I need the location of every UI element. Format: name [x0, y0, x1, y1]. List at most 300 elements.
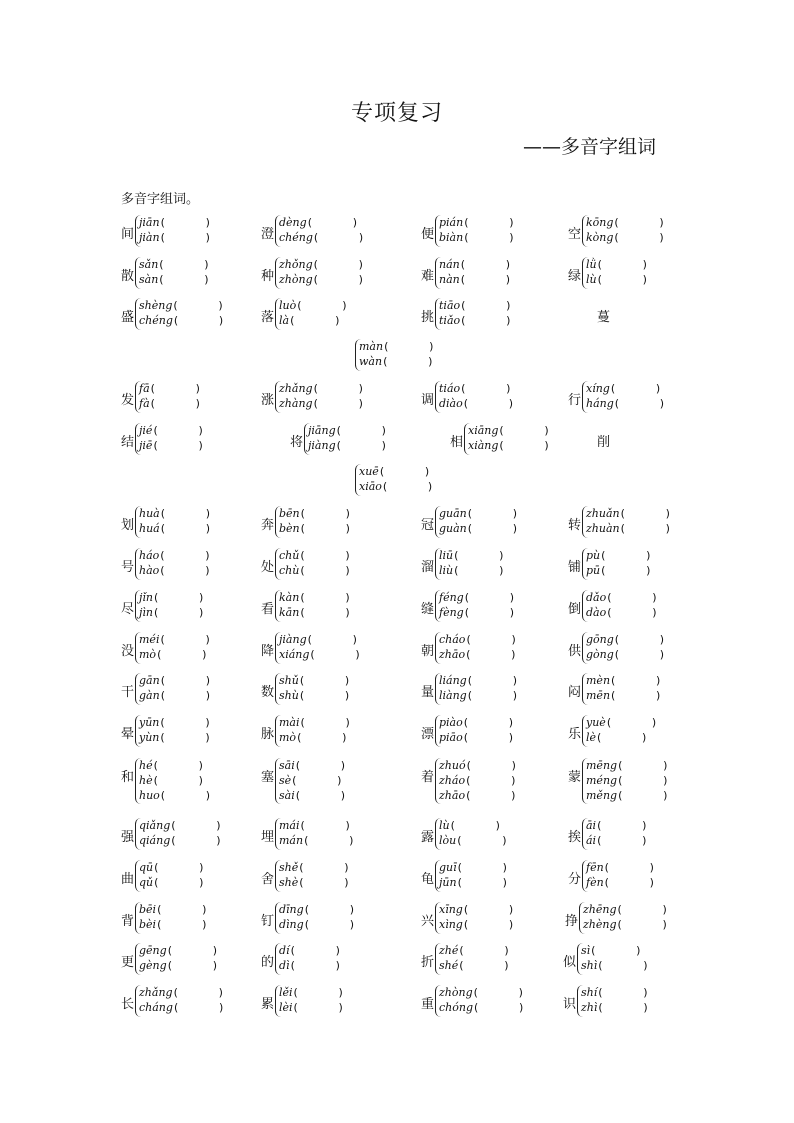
- answer-blank-close: ): [642, 819, 647, 832]
- answer-blank-close: ): [502, 861, 507, 874]
- answer-blank-open: (: [459, 959, 464, 972]
- answer-blank-close: ): [511, 648, 516, 661]
- answer-blank-open: (: [153, 774, 158, 787]
- answer-blank-close: ): [646, 549, 651, 562]
- pinyin-reading: xiáng: [279, 648, 310, 661]
- polyphone-character: 干: [121, 685, 135, 700]
- pinyin-reading: nàn: [439, 273, 460, 286]
- pinyin-reading: gān: [139, 674, 160, 687]
- answer-blank-close: ): [659, 648, 665, 661]
- answer-blank-close: ): [342, 299, 347, 312]
- answer-blank-close: ): [656, 674, 661, 687]
- pinyin-reading: diào: [439, 397, 463, 410]
- pinyin-reading: méng: [586, 774, 618, 787]
- answer-blank-open: (: [617, 903, 622, 916]
- answer-blank-open: (: [160, 564, 165, 577]
- answer-blank-open: (: [310, 648, 315, 661]
- polyphone-character: 挑: [421, 310, 435, 325]
- answer-blank-close: ): [218, 1001, 224, 1014]
- answer-blank-open: (: [297, 731, 302, 744]
- answer-blank-close: ): [512, 689, 518, 702]
- pinyin-reading: mò: [279, 731, 297, 744]
- pinyin-reading: jiē: [139, 439, 153, 452]
- answer-blank-open: (: [598, 1001, 603, 1014]
- answer-blank-open: (: [159, 273, 164, 286]
- answer-blank-close: ): [338, 986, 343, 999]
- answer-blank-open: (: [450, 819, 455, 832]
- polyphone-character: 龟: [421, 872, 435, 887]
- pinyin-reading: cháo: [439, 633, 466, 646]
- pinyin-reading: shì: [581, 959, 598, 972]
- answer-blank-close: ): [424, 465, 430, 478]
- answer-blank-open: (: [606, 716, 612, 729]
- pinyin-reading: dǎo: [586, 591, 607, 604]
- answer-blank-open: (: [307, 216, 312, 229]
- answer-blank-open: (: [160, 674, 165, 687]
- polyphone-character: 蔓: [597, 310, 611, 325]
- pinyin-reading: shě: [279, 861, 299, 874]
- answer-blank-open: (: [336, 424, 341, 437]
- polyphone-character: 溜: [421, 560, 435, 575]
- page-subtitle: ——多音字组词: [523, 136, 657, 158]
- polyphone-character: 空: [568, 227, 582, 242]
- answer-blank-open: (: [620, 522, 625, 535]
- pinyin-reading: gòng: [586, 648, 614, 661]
- answer-blank-open: (: [307, 633, 312, 646]
- answer-blank-open: (: [457, 834, 462, 847]
- pinyin-reading: liàng: [439, 689, 467, 702]
- answer-blank-close: ): [349, 918, 354, 931]
- answer-blank-open: (: [313, 397, 318, 410]
- answer-blank-open: (: [614, 231, 619, 244]
- answer-blank-open: (: [611, 674, 616, 687]
- answer-blank-open: (: [601, 564, 606, 577]
- pinyin-reading: biàn: [439, 231, 464, 244]
- pinyin-reading: kàn: [279, 591, 300, 604]
- answer-blank-open: (: [157, 648, 162, 661]
- pinyin-reading: tiǎo: [439, 314, 461, 327]
- answer-blank-open: (: [463, 716, 469, 729]
- answer-blank-open: (: [150, 397, 155, 410]
- answer-blank-close: ): [204, 258, 209, 271]
- polyphone-character: 兴: [421, 914, 435, 929]
- answer-blank-open: (: [611, 689, 616, 702]
- answer-blank-close: ): [212, 944, 217, 957]
- answer-blank-open: (: [463, 731, 469, 744]
- answer-blank-open: (: [160, 716, 165, 729]
- pinyin-reading: bēi: [139, 903, 157, 916]
- pinyin-reading: tiáo: [439, 382, 461, 395]
- answer-blank-open: (: [160, 522, 166, 535]
- answer-blank-open: (: [154, 606, 159, 619]
- answer-blank-open: (: [382, 480, 388, 493]
- answer-blank-open: (: [154, 591, 159, 604]
- polyphone-character: 相: [450, 435, 464, 450]
- answer-blank-open: (: [171, 834, 176, 847]
- answer-blank-open: (: [167, 944, 172, 957]
- answer-blank-close: ): [509, 591, 515, 604]
- answer-blank-open: (: [292, 774, 297, 787]
- answer-blank-close: ): [199, 591, 204, 604]
- pinyin-reading: jǐn: [139, 591, 154, 604]
- pinyin-reading: zhēng: [583, 903, 617, 916]
- polyphone-character: 尽: [121, 602, 135, 617]
- answer-blank-open: (: [160, 507, 166, 520]
- answer-blank-open: (: [610, 382, 616, 395]
- answer-blank-close: ): [427, 480, 433, 493]
- polyphone-character: 更: [121, 955, 135, 970]
- answer-blank-open: (: [160, 549, 165, 562]
- polyphone-character: 将: [290, 435, 304, 450]
- polyphone-character: 奔: [261, 518, 275, 533]
- answer-blank-close: ): [504, 944, 509, 957]
- answer-blank-close: ): [195, 382, 200, 395]
- polyphone-character: 澄: [261, 227, 275, 242]
- answer-blank-close: ): [649, 876, 654, 889]
- polyphone-character: 曲: [121, 872, 135, 887]
- answer-blank-open: (: [300, 522, 305, 535]
- polyphone-character: 蒙: [568, 770, 582, 785]
- answer-blank-close: ): [643, 1001, 648, 1014]
- pinyin-reading: āi: [586, 819, 597, 832]
- polyphone-character: 累: [261, 997, 275, 1012]
- answer-blank-open: (: [463, 397, 469, 410]
- pinyin-reading: màn: [359, 340, 384, 353]
- polyphone-character: 埋: [261, 830, 275, 845]
- answer-blank-close: ): [646, 564, 651, 577]
- pinyin-reading: xīng: [439, 903, 463, 916]
- answer-blank-close: ): [345, 716, 350, 729]
- polyphone-character: 结: [121, 435, 135, 450]
- pinyin-reading: guān: [439, 507, 467, 520]
- polyphone-character: 和: [121, 770, 135, 785]
- answer-blank-open: (: [160, 231, 165, 244]
- answer-blank-open: (: [466, 789, 471, 802]
- answer-blank-close: ): [505, 273, 511, 286]
- pinyin-reading: lèi: [279, 1001, 293, 1014]
- answer-blank-close: ): [345, 591, 350, 604]
- pinyin-reading: shè: [279, 876, 299, 889]
- answer-blank-close: ): [659, 397, 665, 410]
- answer-blank-close: ): [199, 876, 204, 889]
- pinyin-reading: gèng: [139, 959, 167, 972]
- answer-blank-close: ): [205, 507, 211, 520]
- answer-blank-close: ): [202, 648, 207, 661]
- answer-blank-close: ): [195, 397, 200, 410]
- answer-blank-close: ): [663, 774, 668, 787]
- pinyin-reading: qiǎng: [139, 819, 171, 832]
- polyphone-character: 倒: [568, 602, 582, 617]
- answer-blank-open: (: [167, 959, 172, 972]
- answer-blank-close: ): [499, 549, 504, 562]
- answer-blank-close: ): [205, 674, 210, 687]
- answer-blank-close: ): [495, 819, 500, 832]
- answer-blank-open: (: [604, 861, 609, 874]
- answer-blank-close: ): [544, 424, 549, 437]
- answer-blank-open: (: [313, 382, 318, 395]
- pinyin-reading: liū: [439, 549, 454, 562]
- answer-blank-open: (: [300, 507, 305, 520]
- answer-blank-close: ): [205, 633, 210, 646]
- polyphone-character: 长: [121, 997, 135, 1012]
- answer-blank-close: ): [345, 606, 350, 619]
- answer-blank-open: (: [597, 834, 602, 847]
- pinyin-reading: dīng: [279, 903, 304, 916]
- answer-blank-close: ): [665, 522, 670, 535]
- answer-blank-close: ): [381, 424, 386, 437]
- answer-blank-open: (: [618, 759, 623, 772]
- answer-blank-close: ): [651, 716, 657, 729]
- pinyin-reading: xìng: [439, 918, 463, 931]
- pinyin-reading: nán: [439, 258, 460, 271]
- answer-blank-open: (: [467, 674, 473, 687]
- answer-blank-close: ): [345, 819, 350, 832]
- exercise-instruction: 多音字组词。: [121, 192, 200, 207]
- polyphone-character: 供: [568, 644, 582, 659]
- answer-blank-open: (: [597, 258, 602, 271]
- answer-blank-close: ): [358, 258, 363, 271]
- answer-blank-close: ): [202, 918, 207, 931]
- answer-blank-close: ): [345, 564, 350, 577]
- answer-blank-open: (: [614, 648, 620, 661]
- answer-blank-open: (: [293, 986, 298, 999]
- pinyin-reading: mài: [279, 716, 300, 729]
- pinyin-reading: fèn: [586, 876, 604, 889]
- pinyin-reading: jiāng: [308, 424, 336, 437]
- answer-blank-close: ): [509, 231, 514, 244]
- polyphone-character: 钉: [261, 914, 275, 929]
- pinyin-reading: dì: [279, 959, 290, 972]
- answer-blank-close: ): [345, 522, 350, 535]
- pinyin-reading: kōng: [586, 216, 614, 229]
- answer-blank-close: ): [205, 549, 210, 562]
- answer-blank-open: (: [461, 299, 466, 312]
- answer-blank-open: (: [300, 549, 305, 562]
- answer-blank-close: ): [659, 633, 665, 646]
- pinyin-reading: mán: [279, 834, 304, 847]
- answer-blank-close: ): [212, 959, 217, 972]
- answer-blank-open: (: [295, 759, 301, 772]
- polyphone-character: 便: [421, 227, 435, 242]
- pinyin-reading: hé: [139, 759, 153, 772]
- pinyin-reading: dào: [586, 606, 607, 619]
- answer-blank-open: (: [304, 918, 309, 931]
- pinyin-reading: lù: [439, 819, 450, 832]
- answer-blank-open: (: [384, 340, 389, 353]
- pinyin-reading: chéng: [139, 314, 173, 327]
- pinyin-reading: là: [279, 314, 290, 327]
- pinyin-reading: shé: [439, 959, 459, 972]
- answer-blank-close: ): [358, 231, 364, 244]
- pinyin-reading: zhèng: [583, 918, 617, 931]
- answer-blank-close: ): [335, 944, 340, 957]
- pinyin-reading: sāi: [279, 759, 295, 772]
- polyphone-character: 冠: [421, 518, 435, 533]
- pinyin-reading: wàn: [359, 355, 383, 368]
- polyphone-character: 塞: [261, 770, 275, 785]
- answer-blank-open: (: [160, 789, 166, 802]
- answer-blank-open: (: [159, 258, 164, 271]
- pinyin-reading: fèng: [439, 606, 464, 619]
- answer-blank-close: ): [642, 834, 647, 847]
- pinyin-reading: hào: [139, 564, 160, 577]
- answer-blank-open: (: [173, 1001, 179, 1014]
- pinyin-reading: lěi: [279, 986, 293, 999]
- pinyin-reading: shí: [581, 986, 598, 999]
- answer-blank-close: ): [642, 273, 647, 286]
- pinyin-reading: měng: [586, 789, 618, 802]
- answer-blank-open: (: [300, 819, 305, 832]
- polyphone-character: 数: [261, 685, 275, 700]
- pinyin-reading: liù: [439, 564, 454, 577]
- answer-blank-open: (: [467, 507, 473, 520]
- answer-blank-open: (: [618, 789, 623, 802]
- pinyin-reading: bèn: [279, 522, 300, 535]
- answer-blank-open: (: [597, 273, 602, 286]
- pinyin-reading: lǜ: [586, 258, 597, 271]
- answer-blank-open: (: [598, 986, 603, 999]
- answer-blank-close: ): [506, 382, 511, 395]
- answer-blank-close: ): [204, 273, 209, 286]
- pinyin-reading: zhòng: [279, 273, 313, 286]
- answer-blank-close: ): [508, 918, 514, 931]
- polyphone-character: 挨: [568, 830, 582, 845]
- answer-blank-close: ): [349, 903, 354, 916]
- answer-blank-close: ): [358, 273, 363, 286]
- polyphone-character: 脉: [261, 727, 275, 742]
- pinyin-reading: sì: [581, 944, 591, 957]
- pinyin-reading: jiān: [139, 216, 160, 229]
- answer-blank-open: (: [304, 903, 309, 916]
- answer-blank-open: (: [153, 439, 158, 452]
- pinyin-reading: mèn: [586, 674, 611, 687]
- answer-blank-open: (: [473, 986, 478, 999]
- answer-blank-close: ): [518, 986, 523, 999]
- answer-blank-close: ): [652, 591, 657, 604]
- answer-blank-close: ): [655, 382, 661, 395]
- pinyin-reading: jiàn: [139, 231, 160, 244]
- answer-blank-close: ): [511, 633, 516, 646]
- pinyin-reading: zhé: [439, 944, 459, 957]
- answer-blank-close: ): [218, 986, 223, 999]
- pinyin-reading: zhì: [581, 1001, 598, 1014]
- answer-blank-close: ): [205, 564, 210, 577]
- polyphone-character: 舍: [261, 872, 275, 887]
- answer-blank-open: (: [474, 1001, 479, 1014]
- answer-blank-open: (: [461, 314, 466, 327]
- pinyin-reading: méi: [139, 633, 160, 646]
- page-title: 专项复习: [350, 101, 443, 126]
- answer-blank-open: (: [290, 944, 295, 957]
- answer-blank-close: ): [508, 397, 514, 410]
- pinyin-reading: piāo: [439, 731, 463, 744]
- pinyin-reading: zhǎng: [279, 382, 313, 395]
- answer-blank-close: ): [662, 918, 667, 931]
- pinyin-reading: jūn: [439, 876, 457, 889]
- pinyin-reading: huà: [139, 507, 160, 520]
- answer-blank-open: (: [173, 299, 178, 312]
- answer-blank-close: ): [508, 903, 514, 916]
- answer-blank-open: (: [607, 606, 612, 619]
- answer-blank-open: (: [299, 689, 305, 702]
- polyphone-character: 种: [261, 269, 275, 284]
- pinyin-reading: jié: [139, 424, 153, 437]
- answer-blank-open: (: [383, 355, 388, 368]
- polyphone-character: 没: [121, 644, 135, 659]
- answer-blank-close: ): [216, 834, 221, 847]
- pinyin-reading: xuē: [359, 465, 379, 478]
- answer-blank-open: (: [150, 382, 155, 395]
- answer-blank-open: (: [297, 299, 302, 312]
- answer-blank-open: (: [598, 959, 603, 972]
- polyphone-character: 分: [568, 872, 582, 887]
- pinyin-reading: qiáng: [139, 834, 171, 847]
- answer-blank-open: (: [463, 918, 469, 931]
- answer-blank-close: ): [512, 674, 518, 687]
- answer-blank-close: ): [429, 340, 434, 353]
- pinyin-reading: yuè: [586, 716, 606, 729]
- polyphone-character: 漂: [421, 727, 435, 742]
- answer-blank-open: (: [457, 861, 462, 874]
- answer-blank-open: (: [466, 633, 471, 646]
- pinyin-reading: fā: [139, 382, 150, 395]
- answer-blank-open: (: [463, 903, 469, 916]
- polyphone-character: 削: [597, 435, 611, 450]
- pinyin-reading: gàn: [139, 689, 160, 702]
- pinyin-reading: qǔ: [139, 876, 154, 889]
- answer-blank-close: ): [652, 606, 657, 619]
- answer-blank-open: (: [336, 439, 341, 452]
- polyphone-character: 重: [421, 997, 435, 1012]
- answer-blank-open: (: [300, 606, 305, 619]
- pinyin-reading: huá: [139, 522, 160, 535]
- answer-blank-close: ): [428, 355, 433, 368]
- answer-blank-close: ): [198, 759, 203, 772]
- pinyin-reading: sàn: [139, 273, 159, 286]
- answer-blank-close: ): [511, 774, 516, 787]
- pinyin-reading: yùn: [139, 731, 160, 744]
- pinyin-reading: háo: [139, 549, 160, 562]
- pinyin-reading: cháng: [139, 1001, 173, 1014]
- pinyin-reading: xiāo: [359, 480, 382, 493]
- answer-blank-close: ): [544, 439, 549, 452]
- polyphone-character: 降: [261, 644, 275, 659]
- answer-blank-open: (: [591, 944, 596, 957]
- answer-blank-open: (: [299, 876, 304, 889]
- answer-blank-close: ): [502, 876, 507, 889]
- pinyin-reading: zhāo: [439, 648, 466, 661]
- polyphone-character: 露: [421, 830, 435, 845]
- answer-blank-open: (: [614, 216, 619, 229]
- pinyin-reading: huo: [139, 789, 160, 802]
- answer-blank-close: ): [335, 314, 340, 327]
- answer-blank-close: ): [649, 861, 654, 874]
- answer-blank-open: (: [467, 689, 473, 702]
- polyphone-character: 难: [421, 269, 435, 284]
- pinyin-reading: yūn: [139, 716, 160, 729]
- pinyin-reading: zhāo: [439, 789, 466, 802]
- answer-blank-open: (: [454, 549, 459, 562]
- answer-blank-close: ): [509, 216, 514, 229]
- answer-blank-close: ): [205, 689, 210, 702]
- answer-blank-close: ): [663, 759, 668, 772]
- answer-blank-open: (: [157, 918, 162, 931]
- answer-blank-open: (: [597, 819, 602, 832]
- answer-blank-open: (: [607, 591, 612, 604]
- pinyin-reading: shèng: [139, 299, 173, 312]
- pinyin-reading: hè: [139, 774, 153, 787]
- answer-blank-close: ): [205, 231, 210, 244]
